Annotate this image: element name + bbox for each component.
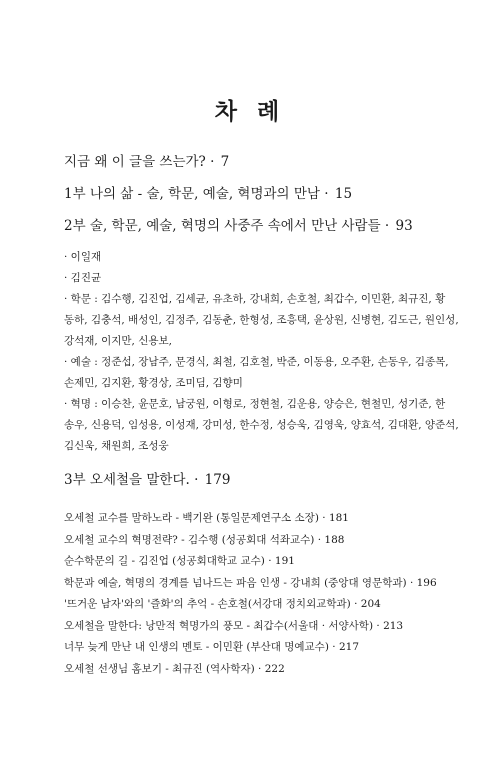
- part2-people-list: [64, 247, 459, 457]
- list-item: [64, 573, 464, 595]
- essay-page: 204: [360, 598, 381, 610]
- essay-page: 196: [416, 576, 437, 589]
- list-item: · 예술 : 정준섭, 장남주, 문경식, 최철, 김호철, 박준, 이동용, 오주환, 손동우, 김종목,: [64, 356, 449, 368]
- toc-entry-part3: [64, 468, 230, 488]
- toc-entry-label: 2부 술, 학문, 예술, 혁명의 사중주 속에서 만난 사람들 ·: [64, 218, 390, 234]
- list-item: [64, 530, 464, 552]
- toc-entry-part2: [64, 214, 413, 234]
- essay-page: 217: [338, 641, 359, 653]
- page-title: 차 례: [214, 98, 286, 125]
- essay-title: 오세철 교수의 혁명전략? - 김수행 (성공회대 석좌교수) ·: [64, 533, 322, 546]
- list-item: [64, 551, 464, 573]
- toc-entry-page: 179: [204, 472, 231, 488]
- toc-entry-label: 1부 나의 삶 - 술, 학문, 예술, 혁명과의 만남 ·: [64, 186, 329, 202]
- toc-entry-label: 지금 왜 이 글을 쓰는가? ·: [64, 154, 215, 170]
- list-item: 동하, 김충석, 배성인, 김정주, 김동춘, 한형성, 조흥택, 윤상원, 신병현, 김도근, 원인성,: [64, 314, 459, 326]
- toc-entry-label: 3부 오세철을 말한다. ·: [64, 472, 199, 488]
- essay-page: 188: [324, 533, 345, 546]
- essay-title: 오세철을 말한다: 낭만적 혁명가의 풍모 - 최갑수(서울대 · 서양사학) ·: [64, 619, 380, 632]
- list-item: · 김진균: [64, 272, 102, 284]
- toc-entry-part1: [64, 182, 352, 202]
- toc-entry-preface: [64, 150, 229, 170]
- list-item: [64, 659, 464, 681]
- list-item: 강석재, 이지만, 신용보,: [64, 335, 172, 347]
- toc-entry-page: 15: [334, 186, 353, 202]
- list-item: · 학문 : 김수행, 김진업, 김세균, 유초하, 강내희, 손호철, 최갑수, 이민환, 최규진, 황: [64, 293, 446, 305]
- essay-page: 181: [328, 512, 349, 524]
- essay-title: 오세철 교수를 말하노라 - 백기완 (통일문제연구소 소장) ·: [64, 512, 326, 524]
- list-item: [64, 508, 464, 530]
- toc-entry-page: 93: [395, 218, 413, 234]
- list-item: 송우, 신용덕, 임성용, 이성재, 강미성, 한수정, 성승욱, 김영욱, 양효석, 김대환, 양준석,: [64, 419, 459, 431]
- essay-page: 213: [383, 619, 404, 632]
- toc-entry-page: 7: [220, 154, 230, 170]
- essay-page: 191: [274, 555, 295, 567]
- list-item: 김신욱, 채원희, 조성웅: [64, 440, 169, 452]
- list-item: [64, 637, 464, 659]
- list-item: [64, 594, 464, 616]
- essay-title: 너무 늦게 만난 내 인생의 멘토 - 이민환 (부산대 명예교수) ·: [64, 641, 336, 653]
- list-item: · 혁명 : 이승찬, 윤문호, 남궁원, 이형로, 정현철, 김운용, 양승은, 현철민, 성기준, 한: [64, 398, 446, 410]
- list-item: [64, 616, 464, 638]
- essay-page: 222: [264, 662, 285, 675]
- essay-title: 오세철 선생님 홈보기 - 최규진 (역사학자) ·: [64, 662, 262, 675]
- list-item: · 이일재: [64, 251, 102, 263]
- essay-title: '뜨거운 남자'와의 '즐화'의 추억 - 손호철(서강대 정치외교학과) ·: [64, 598, 358, 610]
- part3-essay-list: [64, 508, 464, 680]
- essay-title: 학문과 예술, 혁명의 경계를 넘나드는 파음 인생 - 강내희 (중앙대 영문학과) ·: [64, 576, 414, 589]
- essay-title: 순수학문의 길 - 김진업 (성공회대학교 교수) ·: [64, 555, 272, 567]
- list-item: 손제민, 김지환, 황경상, 조미딤, 김향미: [64, 377, 243, 389]
